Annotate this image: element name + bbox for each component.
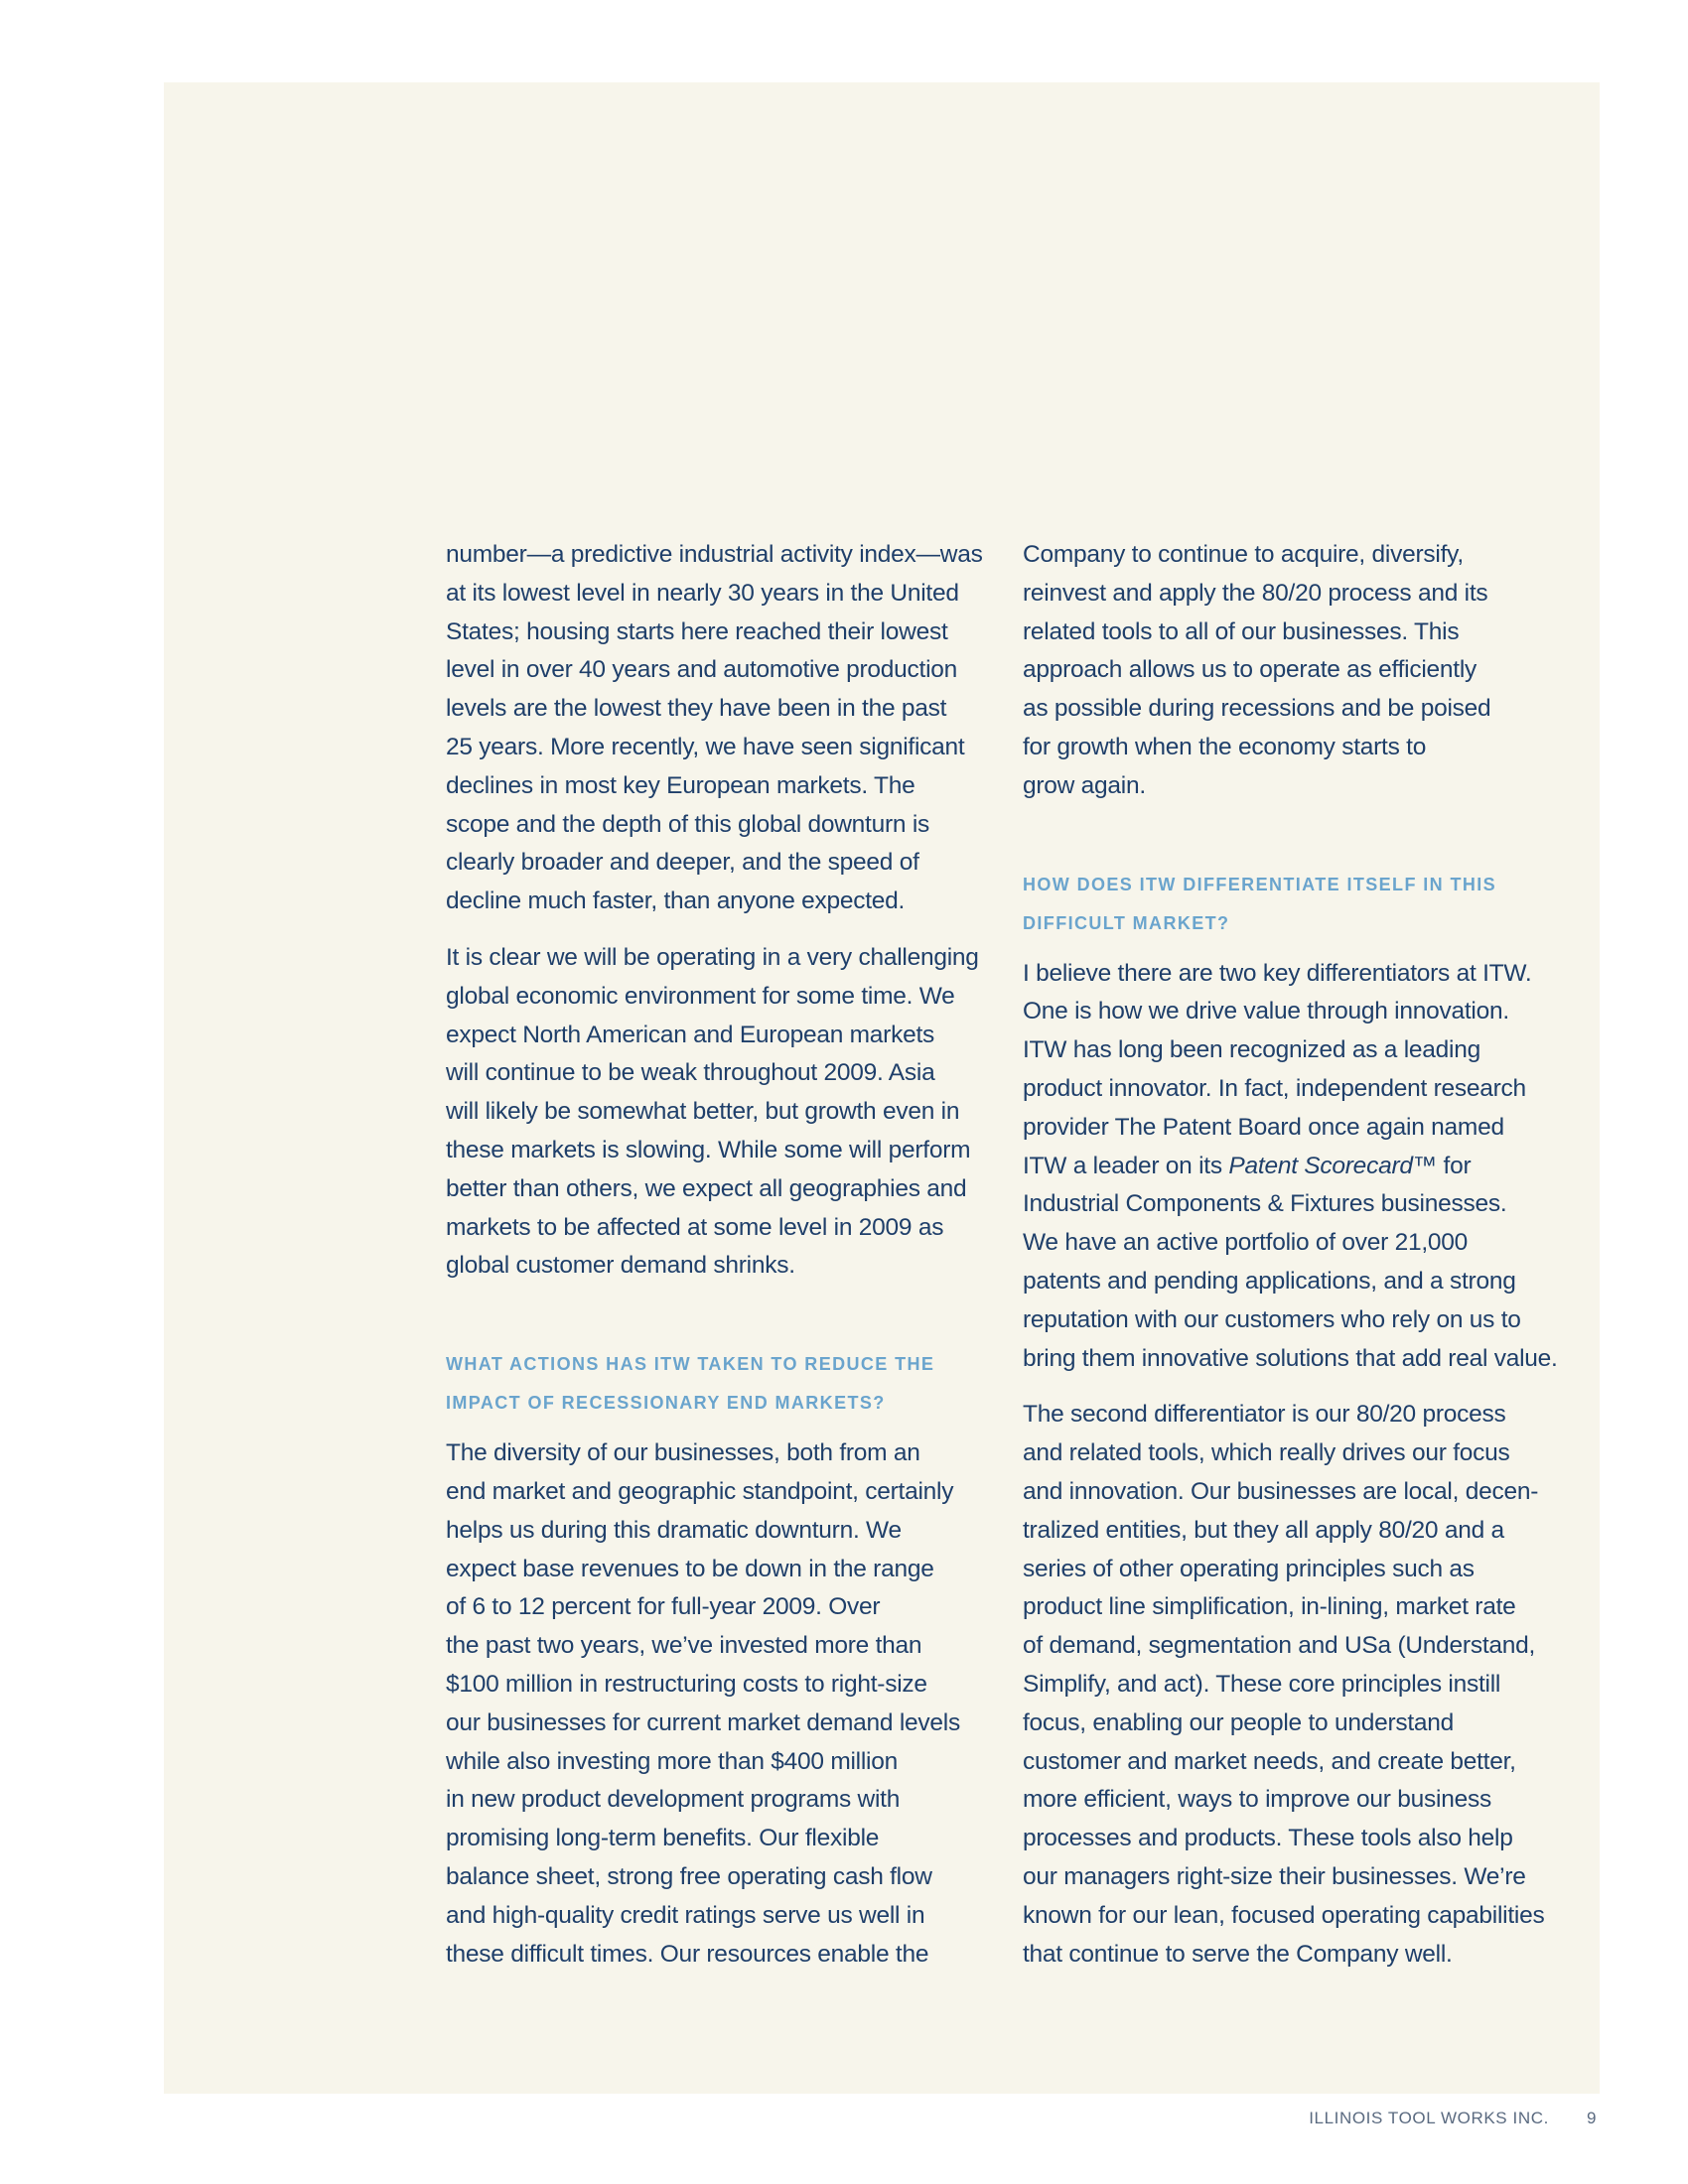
text-line: tralized entities, but they all apply 80/20 and a [1023, 1516, 1504, 1544]
text-line: patents and pending applications, and a strong [1023, 1267, 1516, 1295]
text-line: end market and geographic standpoint, certainly [446, 1477, 954, 1505]
paragraph [446, 1434, 1002, 1974]
text-line: as possible during recessions and be poised [1023, 695, 1491, 723]
text-line: expect North American and European markets [446, 1021, 935, 1048]
text-line: at its lowest level in nearly 30 years in the United [446, 579, 959, 607]
text-line: our businesses for current market demand levels [446, 1708, 960, 1736]
text-line: and high-quality credit ratings serve us well in [446, 1901, 925, 1929]
text-line: global customer demand shrinks. [446, 1252, 795, 1280]
text-line: One is how we drive value through innovation. [1023, 998, 1509, 1025]
text-line: and innovation. Our businesses are local, decen- [1023, 1477, 1539, 1505]
text-line: The second differentiator is our 80/20 process [1023, 1401, 1506, 1429]
text-line: declines in most key European markets. The [446, 771, 915, 799]
text-line: markets to be affected at some level in 2009 as [446, 1213, 944, 1241]
paragraph [1023, 955, 1579, 1379]
text-line: $100 million in restructuring costs to right-size [446, 1670, 927, 1698]
text-line: reinvest and apply the 80/20 process and its [1023, 579, 1488, 607]
text-line: while also investing more than $400 million [446, 1747, 899, 1775]
text-line: in new product development programs with [446, 1786, 901, 1814]
text-line: better than others, we expect all geographies and [446, 1174, 967, 1202]
text-line: our managers right-size their businesses. We’re [1023, 1862, 1526, 1890]
text-line: more efficient, ways to improve our business [1023, 1786, 1491, 1814]
heading-line: DIFFICULT MARKET? [1023, 912, 1230, 933]
text-line: helps us during this dramatic downturn. We [446, 1516, 902, 1544]
text-line: It is clear we will be operating in a very challenging [446, 943, 979, 971]
text-line: the past two years, we’ve invested more than [446, 1632, 922, 1660]
text-line: States; housing starts here reached their lowest [446, 617, 948, 645]
text-line: known for our lean, focused operating capabilities [1023, 1901, 1545, 1929]
text-line: grow again. [1023, 771, 1146, 799]
section-heading [446, 1345, 1002, 1423]
text-line: and related tools, which really drives our focus [1023, 1439, 1510, 1467]
text-line: related tools to all of our businesses. This [1023, 617, 1460, 645]
text-line: will likely be somewhat better, but growth even in [446, 1098, 960, 1126]
text-line: Simplify, and act). These core principles instill [1023, 1670, 1501, 1698]
text-line: of demand, segmentation and USa (Understand, [1023, 1632, 1536, 1660]
page-footer [993, 2109, 1597, 2128]
text-line: decline much faster, than anyone expected. [446, 887, 906, 915]
text-line: processes and products. These tools also help [1023, 1825, 1513, 1852]
text-line: focus, enabling our people to understand [1023, 1708, 1455, 1736]
text-line: ITW has long been recognized as a leading [1023, 1036, 1480, 1064]
footer-company-name: ILLINOIS TOOL WORKS INC. [1309, 2109, 1549, 2127]
text-line: I believe there are two key differentiators at ITW. [1023, 959, 1532, 987]
text-line: these difficult times. Our resources enable the [446, 1940, 929, 1968]
text-line: provider The Patent Board once again named [1023, 1113, 1504, 1141]
text-line: Company to continue to acquire, diversify, [1023, 541, 1464, 568]
heading-line: WHAT ACTIONS HAS ITW TAKEN TO REDUCE THE [446, 1354, 935, 1375]
text-line: expect base revenues to be down in the range [446, 1555, 934, 1582]
text-line: reputation with our customers who rely on us to [1023, 1305, 1521, 1333]
text-line: bring them innovative solutions that add real value. [1023, 1344, 1558, 1372]
text-line: customer and market needs, and create better, [1023, 1747, 1516, 1775]
text-line: will continue to be weak throughout 2009. Asia [446, 1059, 935, 1087]
page-number: 9 [1586, 2109, 1597, 2127]
right-column [1023, 536, 1579, 1991]
text-line: promising long-term benefits. Our flexible [446, 1825, 880, 1852]
text-line: number—a predictive industrial activity index—was [446, 541, 983, 568]
text-line: The diversity of our businesses, both from an [446, 1439, 920, 1467]
text-line: scope and the depth of this global downturn is [446, 810, 930, 838]
paragraph [446, 939, 1002, 1286]
text-line: of 6 to 12 percent for full-year 2009. Over [446, 1593, 881, 1621]
text-line: levels are the lowest they have been in the past [446, 695, 947, 723]
heading-line: IMPACT OF RECESSIONARY END MARKETS? [446, 1393, 886, 1414]
text-line: global economic environment for some time. We [446, 982, 955, 1010]
text-line: 25 years. More recently, we have seen significant [446, 733, 965, 760]
text-line: level in over 40 years and automotive production [446, 656, 958, 684]
text-line: clearly broader and deeper, and the speed of [446, 849, 919, 877]
text-line: that continue to serve the Company well. [1023, 1940, 1453, 1968]
paragraph [1023, 1396, 1579, 1974]
paragraph [1023, 536, 1579, 806]
heading-line: HOW DOES ITW DIFFERENTIATE ITSELF IN THIS [1023, 874, 1497, 894]
text-line: balance sheet, strong free operating cash flow [446, 1862, 932, 1890]
text-line: product line simplification, in-lining, market rate [1023, 1593, 1516, 1621]
text-line: approach allows us to operate as efficiently [1023, 656, 1477, 684]
text-line: these markets is slowing. While some will perform [446, 1136, 971, 1163]
section-heading [1023, 866, 1579, 943]
text-line: for growth when the economy starts to [1023, 733, 1427, 760]
paragraph [446, 536, 1002, 921]
text-line: Industrial Components & Fixtures businesses. [1023, 1190, 1507, 1218]
text-line: ITW a leader on its Patent Scorecard™ for [1023, 1152, 1472, 1179]
text-line: series of other operating principles such as [1023, 1555, 1475, 1582]
left-column [446, 536, 1002, 1991]
text-line: product innovator. In fact, independent research [1023, 1074, 1526, 1102]
text-line: We have an active portfolio of over 21,000 [1023, 1229, 1469, 1257]
